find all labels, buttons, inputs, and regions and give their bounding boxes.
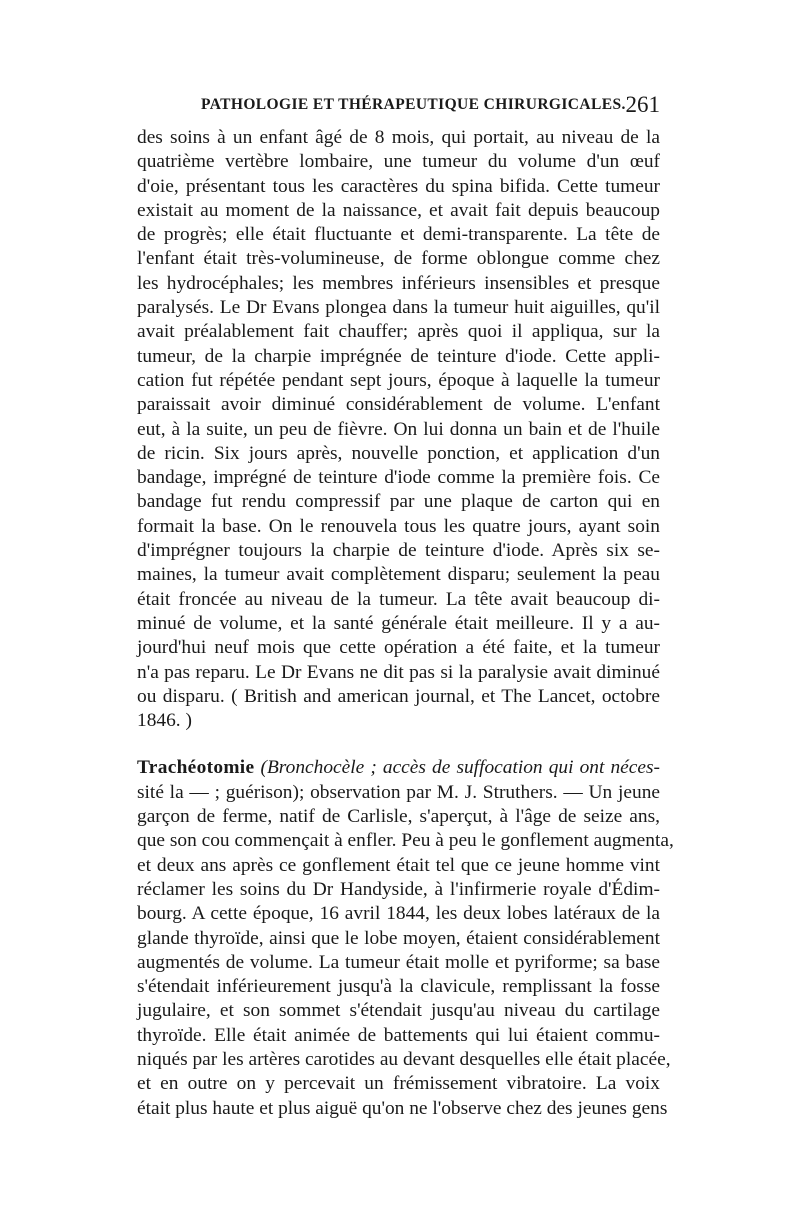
text-line: minué de volume, et la santé générale était meilleure. Il y a au-	[137, 612, 660, 634]
text-line: paralysés. Le Dr Evans plongea dans la tumeur huit aiguilles, qu'il	[137, 297, 660, 319]
text-line: quatrième vertèbre lombaire, une tumeur du volume d'un œuf	[137, 151, 660, 173]
text-line: n'a pas reparu. Le Dr Evans ne dit pas si la paralysie avait diminué	[137, 661, 660, 683]
text-line: tumeur, de la charpie imprégnée de teinture d'iode. Cette appli-	[137, 345, 660, 367]
text-line: ou disparu. ( British and american journal, et The Lancet, octobre	[137, 685, 660, 707]
entry-subtitle: (Bronchocèle ; accès de suffocation qui ont néces-	[260, 757, 660, 779]
text-line: 1846. )	[137, 710, 192, 732]
paragraph-spina-bifida	[137, 126, 660, 733]
text-line: bandage fut rendu compressif par une plaque de carton qui en	[137, 491, 660, 513]
text-line: cation fut répétée pendant sept jours, époque à laquelle la tumeur	[137, 369, 660, 391]
running-title: PATHOLOGIE ET THÉRAPEUTIQUE CHIRURGICALES.	[201, 96, 626, 113]
text-line: l'enfant était très-volumineuse, de forme oblongue comme chez	[137, 248, 660, 270]
text-line: d'oie, présentant tous les caractères du spina bifida. Cette tumeur	[137, 175, 660, 197]
page-number: 261	[625, 92, 660, 117]
text-line: que son cou commençait à enfler. Peu à peu le gonflement augmenta,	[137, 830, 674, 852]
text-line: sité la — ; guérison); observation par M. J. Struthers. — Un jeune	[137, 781, 660, 803]
text-line: maines, la tumeur avait complètement disparu; seulement la peau	[137, 564, 660, 586]
text-line: les hydrocéphales; les membres inférieurs insensibles et presque	[137, 272, 660, 294]
text-line: bourg. A cette époque, 16 avril 1844, les deux lobes latéraux de la	[137, 903, 660, 925]
page	[137, 92, 674, 1121]
entry-heading: Trachéotomie	[137, 757, 255, 779]
text-line: avait préalablement fait chauffer; après quoi il appliqua, sur la	[137, 321, 660, 343]
text-line: eut, à la suite, un peu de fièvre. On lui donna un bain et de l'huile	[137, 418, 660, 440]
text-line: d'imprégner toujours la charpie de teinture d'iode. Après six se-	[137, 540, 660, 562]
text-line: jugulaire, et son sommet s'étendait jusqu'au niveau du cartilage	[137, 1000, 660, 1022]
text-line: augmentés de volume. La tumeur était molle et pyriforme; sa base	[137, 951, 660, 973]
text-line: et en outre on y percevait un frémissement vibratoire. La voix	[137, 1073, 660, 1095]
text-line: de progrès; elle était fluctuante et demi-transparente. La tête de	[137, 224, 660, 246]
text-line: était plus haute et plus aiguë qu'on ne l'observe chez des jeunes gens	[137, 1097, 668, 1119]
text-line: paraissait avoir diminué considérablement de volume. L'enfant	[137, 394, 660, 416]
text-line: jourd'hui neuf mois que cette opération a été faite, et la tumeur	[137, 637, 660, 659]
text-line: formait la base. On le renouvela tous les quatre jours, ayant soin	[137, 515, 660, 537]
entry-first-line	[137, 756, 660, 780]
text-line: et deux ans après ce gonflement était tel que ce jeune homme vint	[137, 854, 660, 876]
text-line: glande thyroïde, ainsi que le lobe moyen, étaient considérablement	[137, 927, 660, 949]
text-line: existait au moment de la naissance, et avait fait depuis beaucoup	[137, 199, 660, 221]
text-line: garçon de ferme, natif de Carlisle, s'aperçut, à l'âge de seize ans,	[137, 806, 660, 828]
text-line: réclamer les soins du Dr Handyside, à l'infirmerie royale d'Édim-	[137, 878, 660, 900]
text-line: était froncée au niveau de la tumeur. La tête avait beaucoup di-	[137, 588, 660, 610]
running-header	[137, 92, 660, 126]
text-line: bandage, imprégné de teinture d'iode comme la première fois. Ce	[137, 467, 660, 489]
text-line: thyroïde. Elle était animée de battements qui lui étaient commu-	[137, 1024, 660, 1046]
paragraph-tracheotomie	[137, 756, 674, 1120]
text-line: des soins à un enfant âgé de 8 mois, qui portait, au niveau de la	[137, 127, 660, 148]
text-line: niqués par les artères carotides au devant desquelles elle était placée,	[137, 1048, 671, 1070]
text-line: s'étendait inférieurement jusqu'à la clavicule, remplissant la fosse	[137, 976, 660, 998]
text-line: de ricin. Six jours après, nouvelle ponction, et application d'un	[137, 442, 660, 464]
